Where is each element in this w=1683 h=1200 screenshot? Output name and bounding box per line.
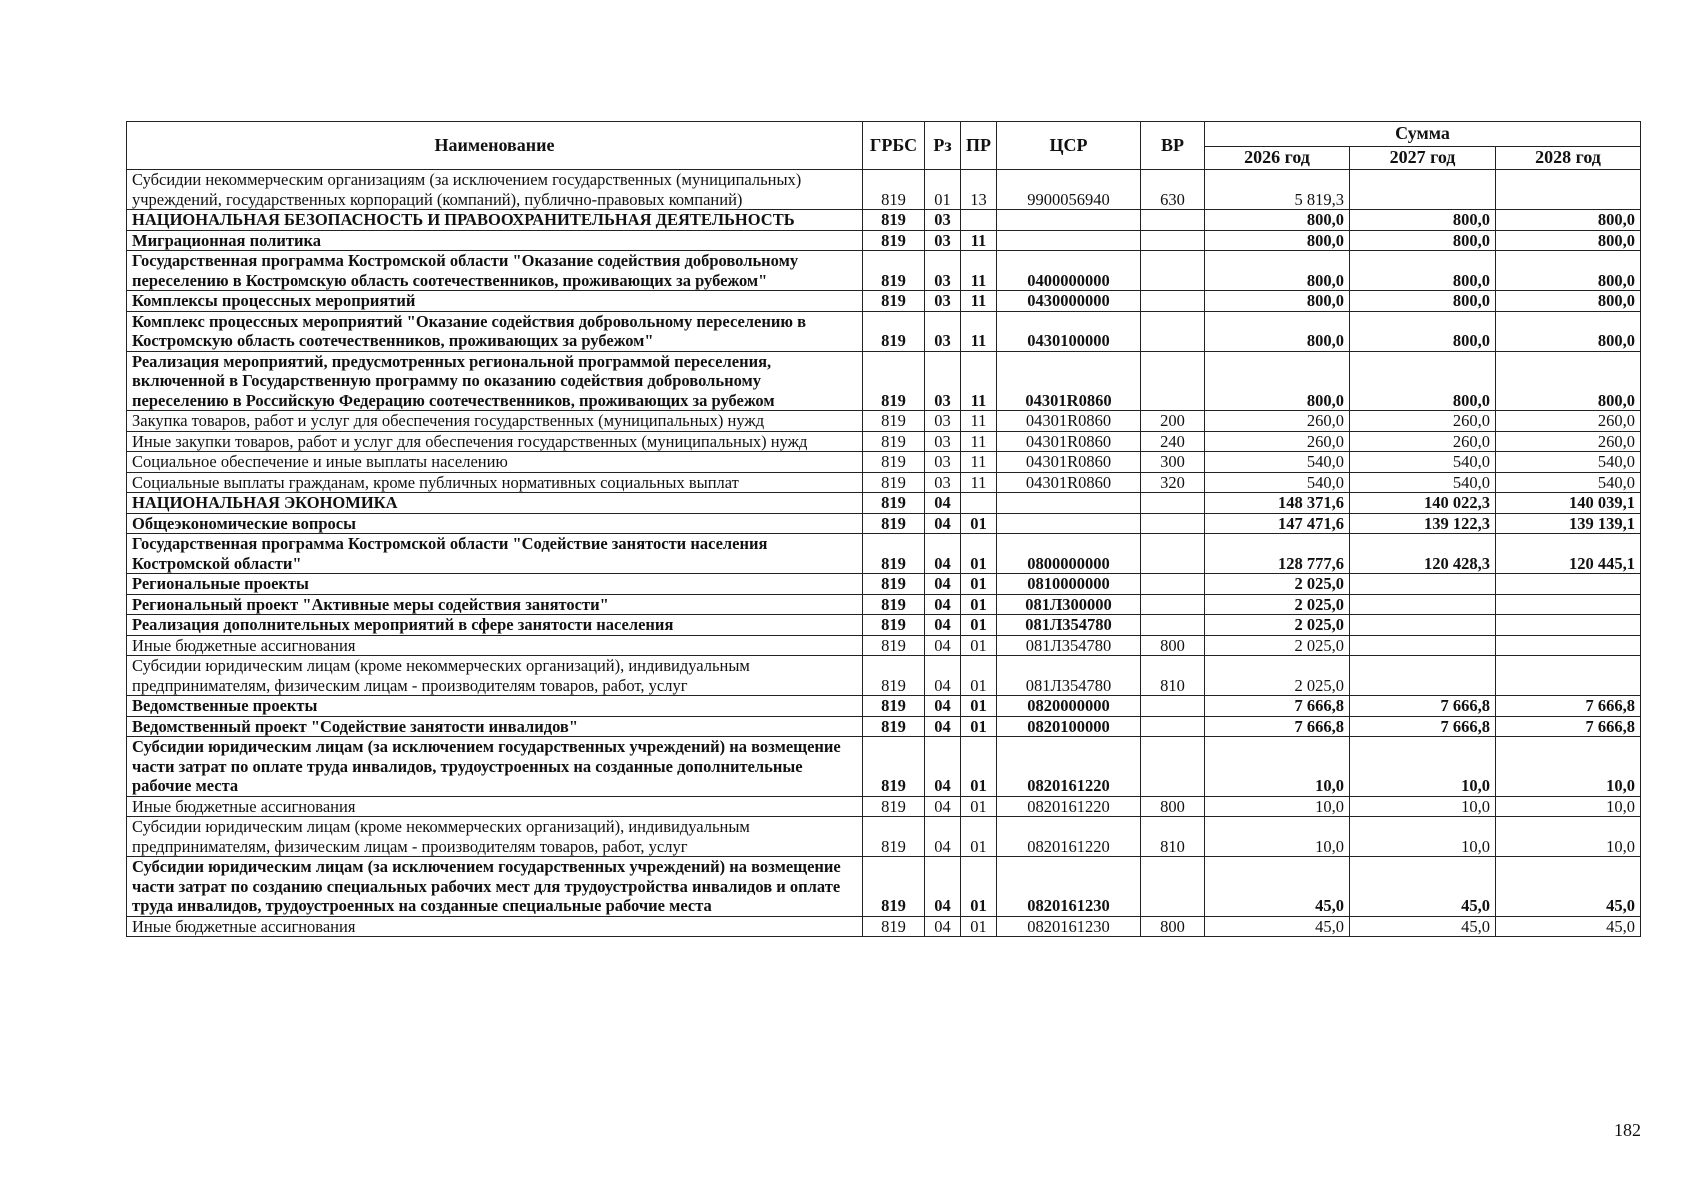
cell-vr: 800 [1141,796,1205,817]
cell-2028: 45,0 [1496,916,1641,937]
cell-2026: 260,0 [1205,411,1350,432]
cell-csr: 04301R0860 [997,452,1141,473]
table-row [127,796,1641,817]
cell-rz: 03 [925,431,961,452]
cell-name: Реализация дополнительных мероприятий в сфере занятости населения [127,615,863,636]
table-row [127,534,1641,574]
cell-2028 [1496,170,1641,210]
cell-name: Субсидии юридическим лицам (кроме некоммерческих организаций), индивидуальным предпринимателям, физическим лицам - производителям товаров, работ, услуг [127,656,863,696]
cell-rz: 04 [925,635,961,656]
cell-vr [1141,210,1205,231]
table-row [127,817,1641,857]
cell-vr [1141,534,1205,574]
cell-name: Ведомственный проект "Содействие занятости инвалидов" [127,716,863,737]
cell-2026: 10,0 [1205,817,1350,857]
cell-csr: 0820000000 [997,696,1141,717]
cell-2028: 800,0 [1496,311,1641,351]
table-row [127,696,1641,717]
cell-rz: 03 [925,311,961,351]
cell-csr: 081Л300000 [997,594,1141,615]
cell-vr [1141,594,1205,615]
cell-2027: 140 022,3 [1350,493,1496,514]
cell-vr: 810 [1141,656,1205,696]
cell-2027 [1350,574,1496,595]
cell-2026: 800,0 [1205,210,1350,231]
cell-name: Субсидии юридическим лицам (за исключением государственных учреждений) на возмещение части затрат по созданию специальных рабочих мест для трудоустройства инвалидов и оплате труда инвалидов, трудоустроенных на созданные специальные рабочие места [127,857,863,917]
cell-2027 [1350,594,1496,615]
cell-2026: 10,0 [1205,737,1350,797]
cell-csr: 04301R0860 [997,472,1141,493]
cell-pr: 11 [961,452,997,473]
cell-name: Региональный проект "Активные меры содействия занятости" [127,594,863,615]
cell-2026: 800,0 [1205,351,1350,411]
cell-rz: 04 [925,916,961,937]
cell-grbs: 819 [863,513,925,534]
header-rz: Рз [925,122,961,170]
table-row [127,737,1641,797]
cell-rz: 04 [925,594,961,615]
budget-table [126,121,1641,937]
cell-rz: 04 [925,574,961,595]
cell-2028: 139 139,1 [1496,513,1641,534]
table-row [127,574,1641,595]
cell-2026: 148 371,6 [1205,493,1350,514]
cell-rz: 03 [925,251,961,291]
cell-name: Иные бюджетные ассигнования [127,635,863,656]
cell-grbs: 819 [863,472,925,493]
table-row [127,431,1641,452]
cell-2026: 45,0 [1205,857,1350,917]
cell-2028 [1496,615,1641,636]
cell-2027: 10,0 [1350,796,1496,817]
cell-2028: 140 039,1 [1496,493,1641,514]
table-row [127,311,1641,351]
cell-2028: 540,0 [1496,452,1641,473]
table-row [127,170,1641,210]
cell-pr: 01 [961,716,997,737]
cell-grbs: 819 [863,696,925,717]
cell-2027: 139 122,3 [1350,513,1496,534]
header-csr: ЦСР [997,122,1141,170]
cell-2027: 260,0 [1350,431,1496,452]
cell-2028 [1496,594,1641,615]
table-row [127,916,1641,937]
cell-grbs: 819 [863,311,925,351]
cell-name: Социальные выплаты гражданам, кроме публичных нормативных социальных выплат [127,472,863,493]
table-row [127,210,1641,231]
header-pr: ПР [961,122,997,170]
cell-vr: 800 [1141,635,1205,656]
cell-2027: 540,0 [1350,472,1496,493]
table-row [127,857,1641,917]
cell-2028: 45,0 [1496,857,1641,917]
cell-csr: 0820100000 [997,716,1141,737]
cell-grbs: 819 [863,351,925,411]
cell-2026: 260,0 [1205,431,1350,452]
table-row [127,291,1641,312]
cell-rz: 03 [925,452,961,473]
cell-csr: 04301R0860 [997,431,1141,452]
cell-csr: 081Л354780 [997,656,1141,696]
cell-2028: 120 445,1 [1496,534,1641,574]
cell-rz: 04 [925,857,961,917]
cell-2028: 260,0 [1496,411,1641,432]
cell-rz: 03 [925,411,961,432]
cell-2027 [1350,656,1496,696]
cell-2026: 2 025,0 [1205,656,1350,696]
cell-grbs: 819 [863,170,925,210]
table-row [127,656,1641,696]
cell-grbs: 819 [863,615,925,636]
cell-2028: 800,0 [1496,251,1641,291]
cell-csr: 9900056940 [997,170,1141,210]
cell-vr [1141,351,1205,411]
cell-vr [1141,513,1205,534]
cell-name: Социальное обеспечение и иные выплаты населению [127,452,863,473]
cell-rz: 03 [925,472,961,493]
cell-vr [1141,857,1205,917]
cell-rz: 03 [925,351,961,411]
cell-name: Государственная программа Костромской области "Оказание содействия добровольному переселению в Костромскую область соотечественников, проживающих за рубежом" [127,251,863,291]
cell-pr: 01 [961,594,997,615]
cell-2026: 2 025,0 [1205,635,1350,656]
cell-pr: 11 [961,291,997,312]
cell-grbs: 819 [863,737,925,797]
cell-grbs: 819 [863,431,925,452]
cell-2028: 540,0 [1496,472,1641,493]
cell-csr [997,210,1141,231]
cell-2028: 800,0 [1496,210,1641,231]
cell-2028: 260,0 [1496,431,1641,452]
cell-2027: 45,0 [1350,916,1496,937]
cell-csr: 081Л354780 [997,615,1141,636]
cell-pr: 01 [961,737,997,797]
cell-2026: 800,0 [1205,251,1350,291]
cell-csr [997,513,1141,534]
cell-pr: 01 [961,635,997,656]
cell-pr: 01 [961,817,997,857]
header-grbs: ГРБС [863,122,925,170]
cell-2028 [1496,574,1641,595]
table-row [127,513,1641,534]
cell-rz: 04 [925,656,961,696]
cell-csr: 0820161220 [997,737,1141,797]
cell-name: Субсидии юридическим лицам (за исключением государственных учреждений) на возмещение части затрат по оплате труда инвалидов, трудоустроенных на созданные дополнительные рабочие места [127,737,863,797]
cell-2028: 800,0 [1496,291,1641,312]
cell-2027 [1350,170,1496,210]
cell-grbs: 819 [863,916,925,937]
cell-csr: 0430000000 [997,291,1141,312]
cell-2027: 10,0 [1350,737,1496,797]
cell-grbs: 819 [863,251,925,291]
cell-pr [961,210,997,231]
cell-grbs: 819 [863,656,925,696]
cell-pr: 01 [961,696,997,717]
cell-name: Комплекс процессных мероприятий "Оказание содействия добровольному переселению в Костромскую область соотечественников, проживающих за рубежом" [127,311,863,351]
header-year-2026: 2026 год [1205,147,1350,170]
cell-pr [961,493,997,514]
cell-grbs: 819 [863,411,925,432]
cell-2027: 540,0 [1350,452,1496,473]
cell-grbs: 819 [863,534,925,574]
cell-rz: 03 [925,210,961,231]
cell-csr: 0810000000 [997,574,1141,595]
cell-vr: 200 [1141,411,1205,432]
table-row [127,251,1641,291]
cell-rz: 04 [925,796,961,817]
cell-2027: 800,0 [1350,251,1496,291]
cell-grbs: 819 [863,716,925,737]
cell-pr: 01 [961,656,997,696]
cell-2026: 5 819,3 [1205,170,1350,210]
header-vr: ВР [1141,122,1205,170]
table-body [127,170,1641,937]
cell-grbs: 819 [863,493,925,514]
header-sum: Сумма [1205,122,1641,147]
cell-rz: 04 [925,513,961,534]
cell-name: Ведомственные проекты [127,696,863,717]
cell-2028: 800,0 [1496,351,1641,411]
cell-2028: 7 666,8 [1496,696,1641,717]
table-row [127,594,1641,615]
cell-vr [1141,493,1205,514]
cell-pr: 01 [961,796,997,817]
cell-2027: 10,0 [1350,817,1496,857]
cell-grbs: 819 [863,594,925,615]
header-year-2028: 2028 год [1496,147,1641,170]
cell-rz: 04 [925,534,961,574]
cell-csr [997,493,1141,514]
cell-name: Иные бюджетные ассигнования [127,796,863,817]
cell-vr [1141,291,1205,312]
table-row [127,472,1641,493]
cell-vr [1141,230,1205,251]
cell-vr: 810 [1141,817,1205,857]
cell-vr: 300 [1141,452,1205,473]
cell-pr: 11 [961,351,997,411]
cell-2026: 7 666,8 [1205,696,1350,717]
cell-grbs: 819 [863,817,925,857]
cell-vr: 320 [1141,472,1205,493]
cell-csr: 081Л354780 [997,635,1141,656]
cell-vr [1141,696,1205,717]
cell-2026: 800,0 [1205,291,1350,312]
cell-pr: 01 [961,574,997,595]
cell-pr: 01 [961,857,997,917]
cell-csr [997,230,1141,251]
cell-2026: 800,0 [1205,230,1350,251]
cell-csr: 04301R0860 [997,351,1141,411]
table-row [127,230,1641,251]
cell-pr: 11 [961,431,997,452]
cell-rz: 01 [925,170,961,210]
cell-grbs: 819 [863,210,925,231]
cell-2026: 2 025,0 [1205,574,1350,595]
header-year-2027: 2027 год [1350,147,1496,170]
cell-2027: 800,0 [1350,351,1496,411]
cell-2028 [1496,635,1641,656]
cell-name: НАЦИОНАЛЬНАЯ БЕЗОПАСНОСТЬ И ПРАВООХРАНИТЕЛЬНАЯ ДЕЯТЕЛЬНОСТЬ [127,210,863,231]
cell-name: Государственная программа Костромской области "Содействие занятости населения Костромской области" [127,534,863,574]
cell-vr [1141,311,1205,351]
cell-csr: 0820161230 [997,916,1141,937]
cell-grbs: 819 [863,452,925,473]
cell-name: НАЦИОНАЛЬНАЯ ЭКОНОМИКА [127,493,863,514]
cell-grbs: 819 [863,291,925,312]
cell-2028: 10,0 [1496,737,1641,797]
cell-2026: 128 777,6 [1205,534,1350,574]
cell-2027: 800,0 [1350,311,1496,351]
cell-name: Реализация мероприятий, предусмотренных региональной программой переселения, включенной в Государственную программу по оказанию содействия добровольному переселению в Российскую Федерацию соотечественников, проживающих за рубежом [127,351,863,411]
cell-2028: 10,0 [1496,817,1641,857]
cell-rz: 04 [925,493,961,514]
cell-vr [1141,716,1205,737]
table-row [127,411,1641,432]
cell-pr: 11 [961,251,997,291]
cell-2026: 2 025,0 [1205,615,1350,636]
cell-2027: 260,0 [1350,411,1496,432]
cell-2027: 800,0 [1350,210,1496,231]
cell-name: Закупка товаров, работ и услуг для обеспечения государственных (муниципальных) нужд [127,411,863,432]
cell-2027: 7 666,8 [1350,696,1496,717]
cell-csr: 0400000000 [997,251,1141,291]
cell-2026: 2 025,0 [1205,594,1350,615]
cell-pr: 01 [961,513,997,534]
cell-vr [1141,574,1205,595]
table-row [127,635,1641,656]
cell-rz: 04 [925,696,961,717]
cell-rz: 03 [925,230,961,251]
cell-2026: 10,0 [1205,796,1350,817]
cell-csr: 04301R0860 [997,411,1141,432]
table-row [127,615,1641,636]
cell-name: Субсидии некоммерческим организациям (за исключением государственных (муниципальных) учреждений, государственных корпораций (компаний), публично-правовых компаний) [127,170,863,210]
cell-csr: 0820161220 [997,817,1141,857]
cell-2027: 800,0 [1350,230,1496,251]
cell-2027: 45,0 [1350,857,1496,917]
cell-2026: 7 666,8 [1205,716,1350,737]
cell-vr [1141,737,1205,797]
cell-rz: 04 [925,737,961,797]
cell-2026: 540,0 [1205,452,1350,473]
cell-pr: 11 [961,311,997,351]
cell-pr: 13 [961,170,997,210]
table-row [127,452,1641,473]
cell-2028: 7 666,8 [1496,716,1641,737]
cell-csr: 0820161220 [997,796,1141,817]
cell-2028: 10,0 [1496,796,1641,817]
cell-2027 [1350,635,1496,656]
cell-2026: 147 471,6 [1205,513,1350,534]
cell-grbs: 819 [863,857,925,917]
cell-grbs: 819 [863,635,925,656]
cell-csr: 0430100000 [997,311,1141,351]
cell-rz: 04 [925,817,961,857]
cell-pr: 01 [961,534,997,574]
cell-name: Субсидии юридическим лицам (кроме некоммерческих организаций), индивидуальным предпринимателям, физическим лицам - производителям товаров, работ, услуг [127,817,863,857]
cell-pr: 11 [961,411,997,432]
cell-pr: 01 [961,916,997,937]
cell-2027 [1350,615,1496,636]
cell-vr: 240 [1141,431,1205,452]
cell-rz: 04 [925,716,961,737]
header-name: Наименование [127,122,863,170]
cell-name: Иные бюджетные ассигнования [127,916,863,937]
cell-name: Иные закупки товаров, работ и услуг для обеспечения государственных (муниципальных) нужд [127,431,863,452]
table-row [127,493,1641,514]
table-row [127,351,1641,411]
cell-name: Миграционная политика [127,230,863,251]
cell-pr: 01 [961,615,997,636]
cell-pr: 11 [961,472,997,493]
cell-vr: 630 [1141,170,1205,210]
cell-csr: 0800000000 [997,534,1141,574]
cell-name: Комплексы процессных мероприятий [127,291,863,312]
cell-vr [1141,251,1205,291]
cell-rz: 03 [925,291,961,312]
cell-2028: 800,0 [1496,230,1641,251]
cell-name: Региональные проекты [127,574,863,595]
cell-name: Общеэкономические вопросы [127,513,863,534]
cell-2026: 800,0 [1205,311,1350,351]
page-number: 182 [1614,1120,1641,1140]
cell-2028 [1496,656,1641,696]
cell-csr: 0820161230 [997,857,1141,917]
cell-2027: 800,0 [1350,291,1496,312]
cell-2027: 7 666,8 [1350,716,1496,737]
cell-vr [1141,615,1205,636]
cell-vr: 800 [1141,916,1205,937]
table-row [127,716,1641,737]
cell-grbs: 819 [863,230,925,251]
cell-2026: 45,0 [1205,916,1350,937]
cell-pr: 11 [961,230,997,251]
cell-grbs: 819 [863,574,925,595]
cell-rz: 04 [925,615,961,636]
cell-grbs: 819 [863,796,925,817]
cell-2026: 540,0 [1205,472,1350,493]
cell-2027: 120 428,3 [1350,534,1496,574]
